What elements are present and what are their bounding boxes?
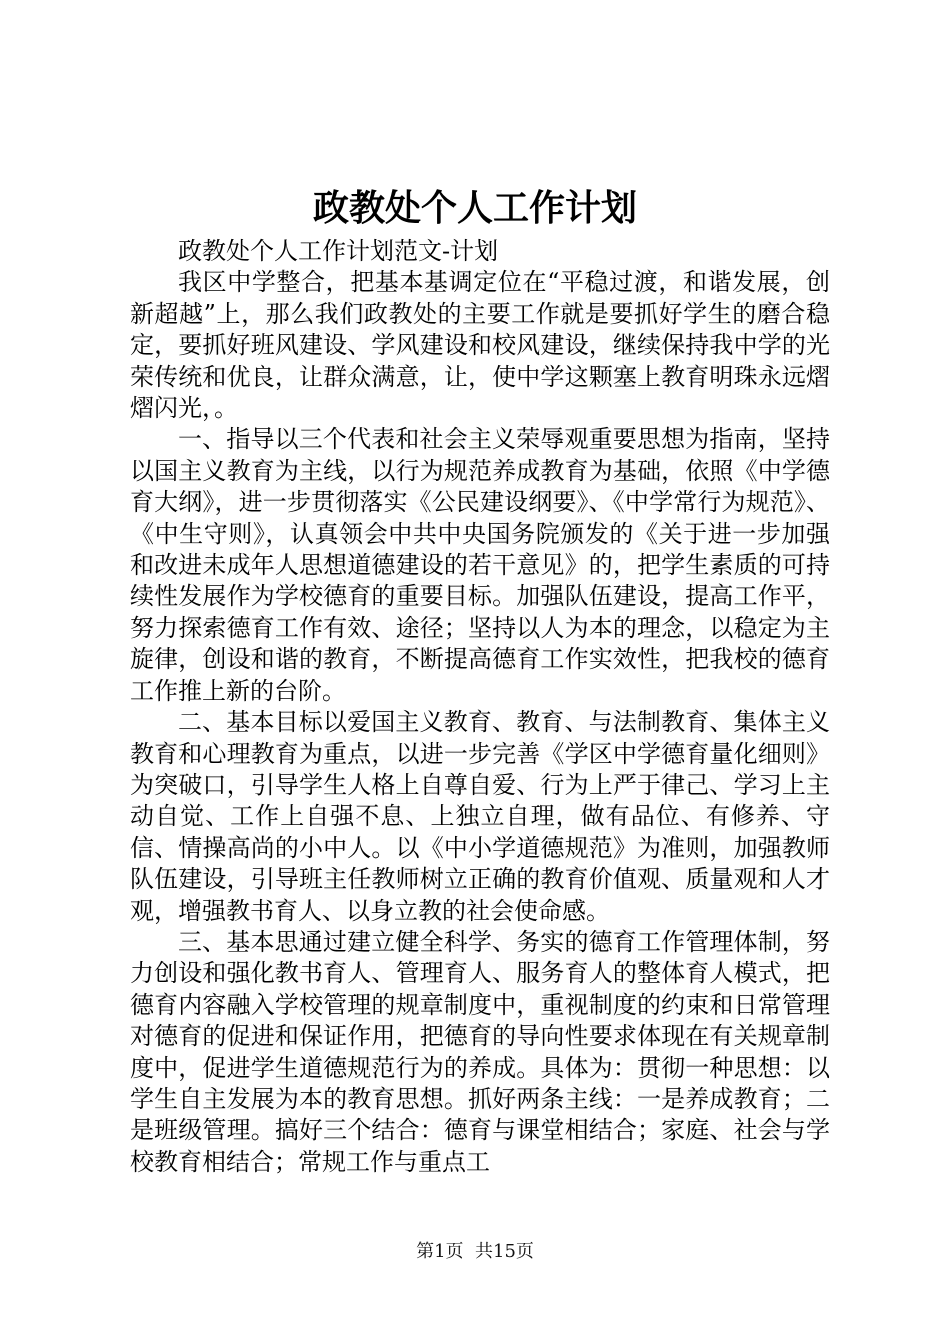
paragraph-goals: 二、基本目标以爱国主义教育、教育、与法制教育、集体主义教育和心理教育为重点，以进一步完善《学区中学德育量化细则》为突破口，引导学生人格上自尊自爱、行为上严于律己、学习上主动自觉、工作上自强不息、上独立自理，做有品位、有修养、守信、情操高尚的小中人。以《中小学道德规范》为准则，加强教师队伍建设，引导班主任教师树立正确的教育价值观、质量观和人才观，增强教书育人、以身立教的社会使命感。 — [130, 708, 830, 925]
page-number: 第1页 共15页 — [416, 1241, 534, 1262]
page-footer — [0, 1240, 950, 1264]
document-title: 政教处个人工作计划 — [312, 187, 637, 229]
document-subtitle: 政教处个人工作计划范文-计划 — [178, 237, 499, 265]
paragraph-intro: 我区中学整合，把基本基调定位在“平稳过渡，和谐发展，创新超越”上，那么我们政教处的主要工作就是要抓好学生的磨合稳定，要抓好班风建设、学风建设和校风建设，继续保持我中学的光荣传统和优良，让群众满意，让，使中学这颗塞上教育明珠永远熠熠闪光，。 — [130, 268, 830, 423]
paragraph-approach: 三、基本思通过建立健全科学、务实的德育工作管理体制，努力创设和强化教书育人、管理育人、服务育人的整体育人模式，把德育内容融入学校管理的规章制度中，重视制度的约束和日常管理对德育的促进和保证作用，把德育的导向性要求体现在有关规章制度中，促进学生道德规范行为的养成。具体为：贯彻一种思想：以学生自主发展为本的教育思想。抓好两条主线：一是养成教育；二是班级管理。搞好三个结合：德育与课堂相结合；家庭、社会与学校教育相结合；常规工作与重点工 — [130, 927, 830, 1176]
document-body — [130, 236, 830, 1178]
paragraph-guidance: 一、指导以三个代表和社会主义荣辱观重要思想为指南，坚持以国主义教育为主线，以行为规范养成教育为基础，依照《中学德育大纲》，进一步贯彻落实《公民建设纲要》、《中学常行为规范》、《中生守则》，认真领会中共中央国务院颁发的《关于进一步加强和改进未成年人思想道德建设的若干意见》的，把学生素质的可持续性发展作为学校德育的重要目标。加强队伍建设，提高工作平，努力探索德育工作有效、途径；坚持以人为本的理念，以稳定为主旋律，创设和谐的教育，不断提高德育工作实效性，把我校的德育工作推上新的台阶。 — [130, 425, 830, 705]
